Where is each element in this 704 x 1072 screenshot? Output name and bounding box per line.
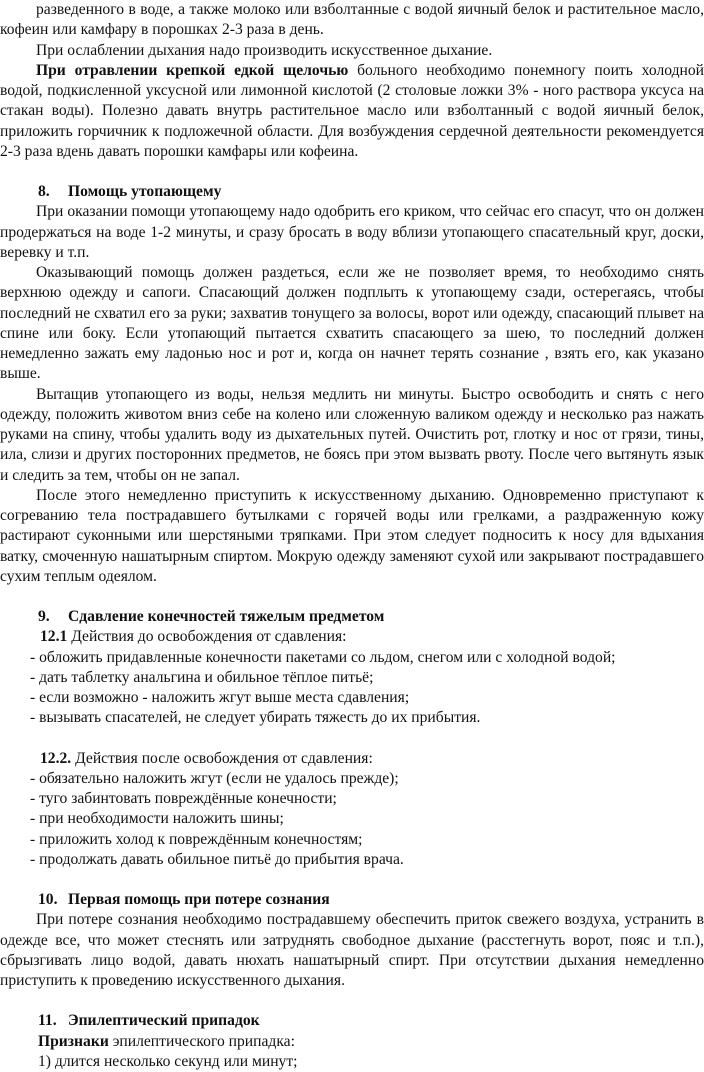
- section-10-number: 10.: [38, 891, 58, 908]
- section-10-paragraph: При потере сознания необходимо пострадавшему обеспечить приток свежего воздуха, устранить в одежде все, что может стеснять или затруднять свободное дыхание (расстегнуть ворот, пояс и т.п.), сбрызгивать лицо водой, давать нюхать нашатырный спирт. При отсутствии дыхания немедленно приступить к проведению искусственного дыхания.: [0, 911, 704, 989]
- subsection-12-2-title: Действия после освобождения от сдавления:: [71, 749, 373, 767]
- subsection-12-1-heading: [0, 627, 704, 647]
- section-10-title: Первая помощь при потере сознания: [68, 891, 330, 908]
- signs-label: [0, 1032, 704, 1052]
- list-item: - туго забинтовать повреждённые конечности;: [30, 790, 337, 807]
- list-item: - при необходимости наложить шины;: [30, 810, 284, 828]
- alkali-text: больного необходимо понемногу поить холодной водой, подкисленной уксусной или лимонной кислотой (2 столовые ложки 3% - ного раствора уксуса на стакан воды). Полезно давать внутрь растительное масло или взболтанный с водой яичный белок, приложить горчичник к подложечной области. Для возбуждения сердечной деятельности рекомендуется 2-3 раза вдень давать порошки камфары или кофеина.: [0, 61, 704, 160]
- section-10-heading: [0, 890, 704, 910]
- list-item: - обязательно наложить жгут (если не удалось прежде);: [30, 769, 399, 787]
- section-9-title: Сдавление конечностей тяжелым предметом: [68, 608, 385, 625]
- section-8-paragraph-1: При оказании помощи утопающему надо одобрить его криком, что сейчас его спасут, что он должен продержаться на воде 1-2 минуты, и сразу бросать в воду вблизи утопающего спасательный круг, доски, веревку и т.п.: [0, 203, 704, 261]
- subsection-12-1-number: 12.1: [40, 628, 68, 646]
- paragraph-breathing: При ослаблении дыхания надо производить искусственное дыхание.: [36, 41, 493, 59]
- list-item: - вызывать спасателей, не следует убирать тяжесть до их прибытия.: [30, 709, 481, 727]
- section-8-paragraph-4: После этого немедленно приступить к искусственному дыханию. Одновременно приступают к согреванию тела пострадавшего бутылками с горячей воды или грелками, а раздраженную кожу растирают суконными или шерстяными тряпками. При этом следует подносить к носу для вдыхания ватку, смоченную нашатырным спиртом. Мокрую одежду заменяют сухой или закрывают пострадавшего сухим теплым одеялом.: [0, 486, 704, 585]
- paragraph-alkali-poisoning: [0, 61, 704, 162]
- section-9-heading: [0, 607, 704, 627]
- subsection-12-2-number: 12.2.: [40, 749, 72, 767]
- section-8-heading: [0, 182, 704, 202]
- signs-bold: Признаки: [38, 1032, 109, 1050]
- alkali-bold-lead: При отравлении крепкой едкой щелочью: [36, 61, 349, 79]
- section-11-heading: [0, 1011, 704, 1031]
- section-8-paragraph-2: Оказывающий помощь должен раздеться, если же не позволяет время, то необходимо снять верхнюю одежду и сапоги. Спасающий должен подплыть к утопающему сзади, остерегаясь, чтобы последний не схватил его за руки; захватив тонущего за волосы, ворот или одежду, спасающий плывет на спине или боку. Если утопающий пытается схватить спасающего за шею, то последний должен немедленно зажать ему ладонью нос и рот и, когда он начнет терять сознание , взять его, как указано выше.: [0, 264, 704, 383]
- section-11-title: Эпилептический припадок: [68, 1012, 260, 1030]
- list-item: - дать таблетку анальгина и обильное тёплое питьё;: [30, 668, 374, 686]
- paragraph-continuation: разведенного в воде, а также молоко или взболтанные с водой яичный белок и растительное масло, кофеин или камфару в порошках 2-3 раза в день.: [0, 1, 704, 39]
- list-item: - если возможно - наложить жгут выше места сдавления;: [30, 689, 410, 706]
- list-item: - продолжать давать обильное питьё до прибытия врача.: [30, 850, 404, 868]
- list-item: - обложить придавленные конечности пакетами со льдом, снегом или с холодной водой;: [30, 648, 616, 666]
- subsection-12-1-title: Действия до освобождения от сдавления:: [67, 628, 347, 646]
- signs-item: 1) длится несколько секунд или минут;: [38, 1052, 298, 1070]
- section-11-number: 11.: [38, 1012, 57, 1030]
- section-8-paragraph-3: Вытащив утопающего из воды, нельзя медлить ни минуты. Быстро освободить и снять с него одежду, положить животом вниз себе на колено или сложенную валиком одежду и несколько раз нажать руками на спину, чтобы удалить воду из дыхательных путей. Очистить рот, глотку и нос от грязи, тины, ила, слизи и других посторонних предметов, не боясь при этом вызвать рвоту. После чего вытянуть язык и следить за тем, чтобы он не запал.: [0, 385, 704, 484]
- list-item: - приложить холод к повреждённым конечностям;: [30, 830, 363, 848]
- subsection-12-2-heading: [0, 749, 704, 769]
- signs-rest: эпилептического припадка:: [108, 1032, 295, 1050]
- section-8-title: Помощь утопающему: [68, 183, 222, 200]
- section-8-number: 8.: [38, 183, 50, 200]
- section-9-number: 9.: [38, 608, 50, 625]
